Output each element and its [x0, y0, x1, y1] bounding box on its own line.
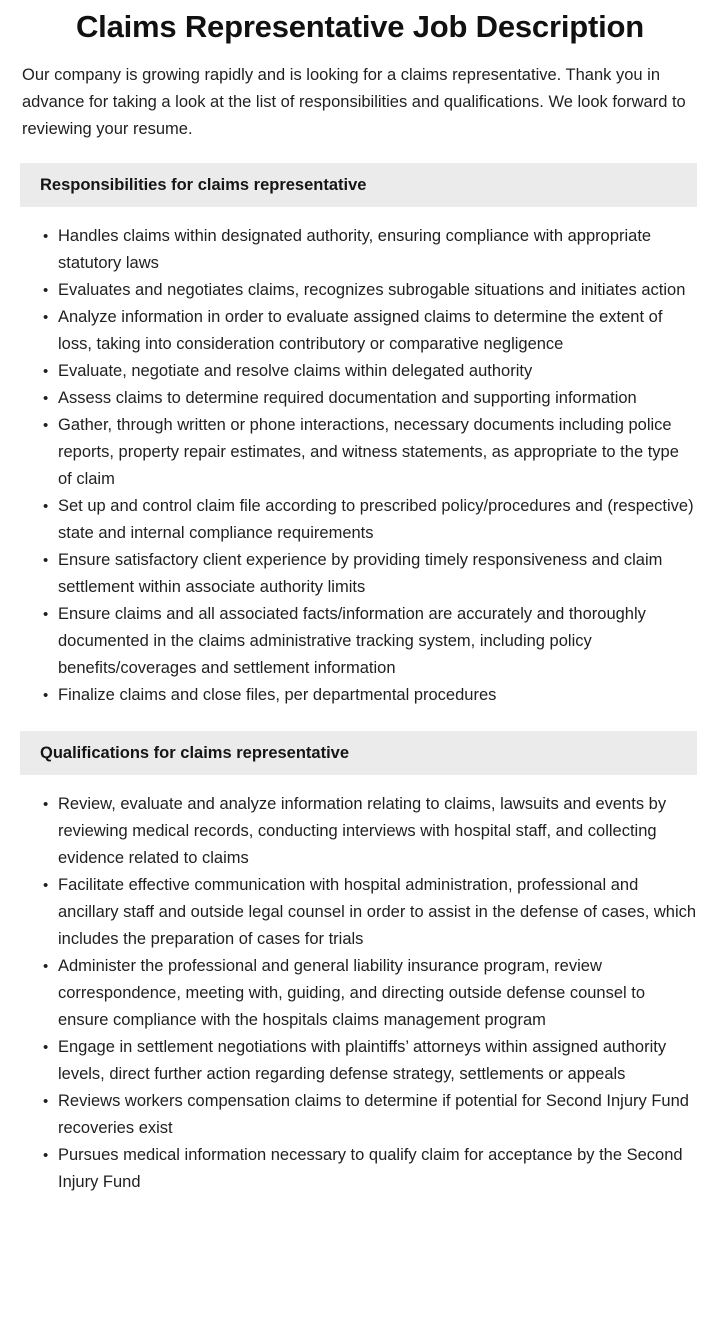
list-item: • Ensure satisfactory client experience by providing timely responsiveness and claim settlement within associate authority limits [58, 547, 697, 601]
page-title: Claims Representative Job Description [75, 9, 644, 44]
list-item: • Gather, through written or phone interactions, necessary documents including police reports, property repair estimates, and witness statements, as appropriate to the type of claim [58, 412, 697, 493]
list-item: • Finalize claims and close files, per departmental procedures [58, 682, 697, 709]
list-item: • Evaluate, negotiate and resolve claims within delegated authority [58, 358, 697, 385]
list-item: • Review, evaluate and analyze information relating to claims, lawsuits and events by reviewing medical records, conducting interviews with hospital staff, and collecting evidence related to claims [58, 791, 697, 872]
list-item: • Reviews workers compensation claims to determine if potential for Second Injury Fund recoveries exist [58, 1088, 697, 1142]
page-bottom-spacer [0, 1196, 720, 1242]
list-item: • Evaluates and negotiates claims, recognizes subrogable situations and initiates action [58, 277, 697, 304]
list-item: • Engage in settlement negotiations with plaintiffs’ attorneys within assigned authority levels, direct further action regarding defense strategy, settlements or appeals [58, 1034, 697, 1088]
list-item: • Pursues medical information necessary to qualify claim for acceptance by the Second Injury Fund [58, 1142, 697, 1196]
section-responsibilities [0, 163, 720, 709]
list-item: • Set up and control claim file according to prescribed policy/procedures and (respective) state and internal compliance requirements [58, 493, 697, 547]
qualifications-list [0, 775, 720, 1196]
list-item: • Handles claims within designated authority, ensuring compliance with appropriate statutory laws [58, 223, 697, 277]
list-item: • Ensure claims and all associated facts/information are accurately and thoroughly documented in the claims administrative tracking system, including policy benefits/coverages and settlement information [58, 601, 697, 682]
section-header-responsibilities: Responsibilities for claims representative [20, 163, 697, 207]
list-item: • Assess claims to determine required documentation and supporting information [58, 385, 697, 412]
list-item: • Analyze information in order to evaluate assigned claims to determine the extent of loss, taking into consideration contributory or comparative negligence [58, 304, 697, 358]
section-header-qualifications: Qualifications for claims representative [20, 731, 697, 775]
list-item: • Administer the professional and general liability insurance program, review correspondence, meeting with, guiding, and directing outside defense counsel to ensure compliance with the hospitals claims management program [58, 953, 697, 1034]
list-item: • Facilitate effective communication with hospital administration, professional and ancillary staff and outside legal counsel in order to assist in the defense of cases, which includes the preparation of cases for trials [58, 872, 697, 953]
section-qualifications [0, 731, 720, 1196]
responsibilities-list [0, 207, 720, 709]
intro-paragraph: Our company is growing rapidly and is looking for a claims representative. Thank you in advance for taking a look at the list of responsibilities and qualifications. We look forward to reviewing your resume. [22, 66, 686, 138]
